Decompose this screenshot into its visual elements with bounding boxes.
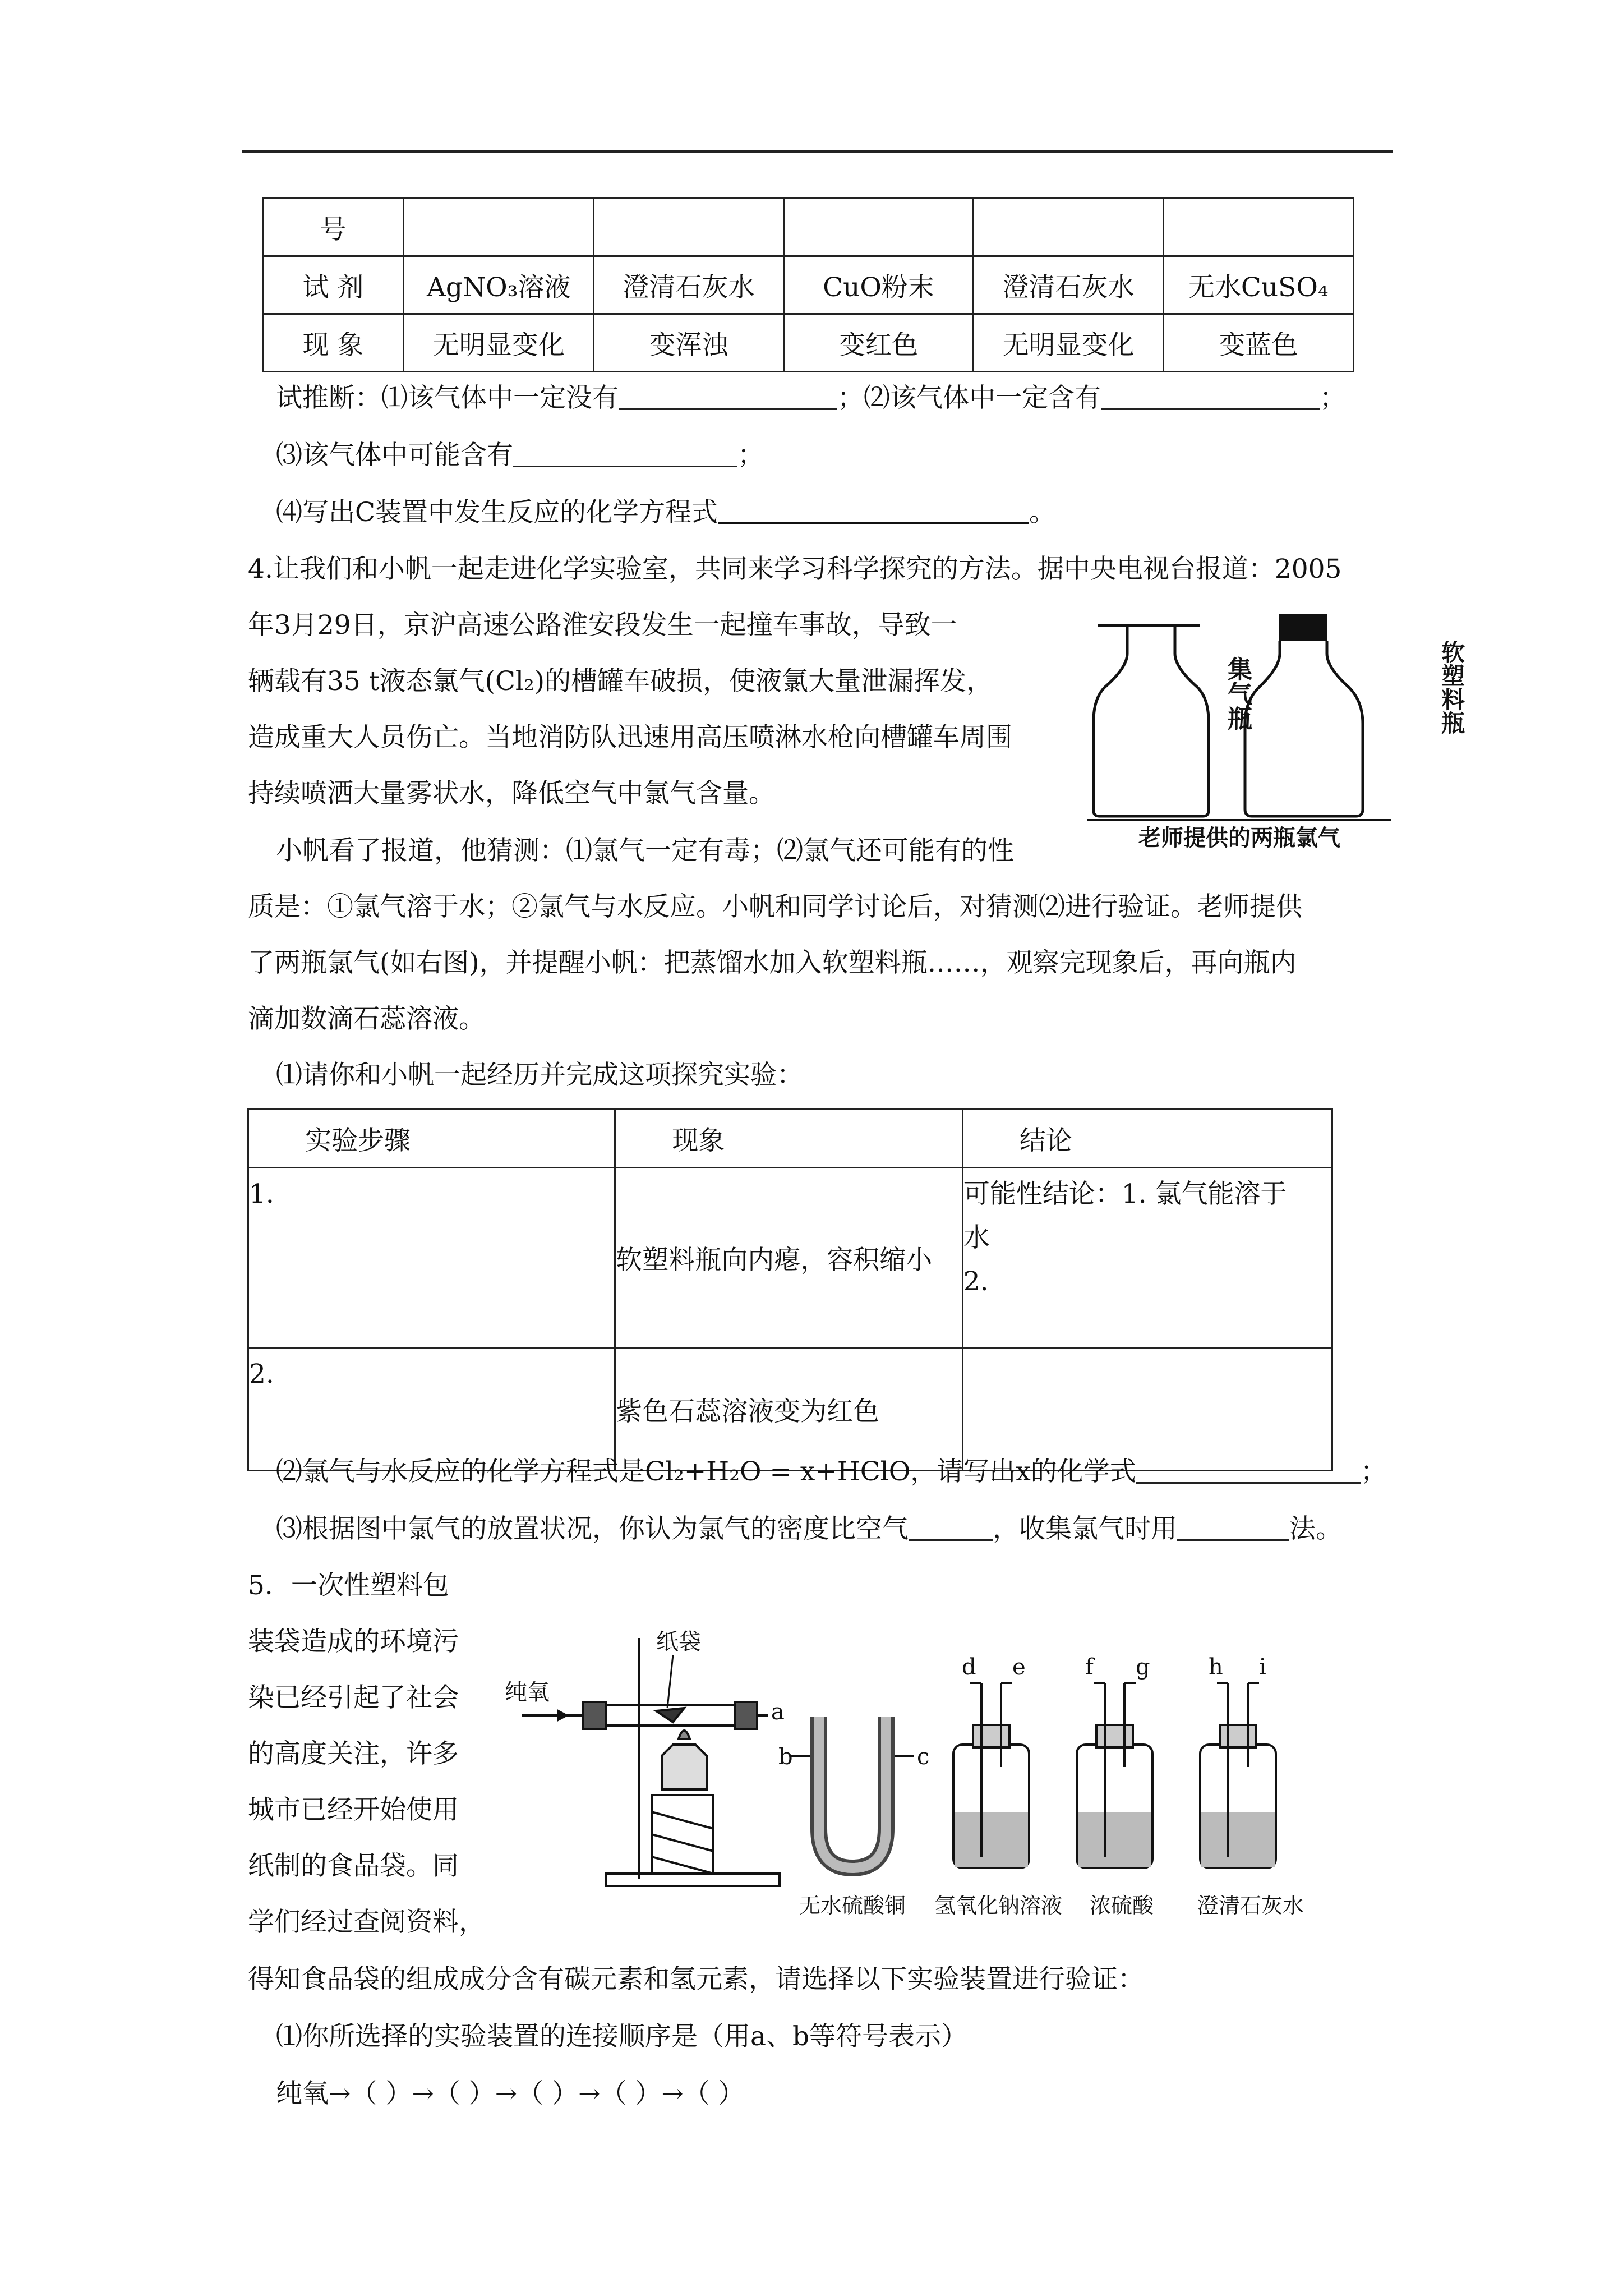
- port-label: d: [962, 1654, 976, 1680]
- q4-line: 4.让我们和小帆一起走进化学实验室，共同来学习科学探究的方法。据中央电视台报道：2005: [248, 554, 1342, 585]
- text: ⑶根据图中氯气的放置状况，你认为氯气的密度比空气: [276, 1513, 909, 1544]
- inference-line-2: [276, 439, 764, 472]
- q5-line: ⑴你所选择的实验装置的连接顺序是（用a、b等符号表示）: [276, 2021, 968, 2052]
- conclusion-text: 可能性结论：1. 氯气能溶于: [963, 1179, 1287, 1209]
- caption-limewater: 澄清石灰水: [1197, 1893, 1304, 1918]
- caption-naoh: 氢氧化钠溶液: [934, 1893, 1063, 1918]
- table-row: [248, 1348, 1332, 1471]
- text: 。: [1029, 497, 1055, 528]
- text: 法。: [1289, 1513, 1342, 1544]
- table-row: [248, 1168, 1332, 1348]
- q4-line: 质是：①氯气溶于水；②氯气与水反应。小帆和同学讨论后，对猜测⑵进行验证。老师提供: [248, 891, 1302, 922]
- q5-line: 纸制的食品袋。同: [248, 1851, 459, 1881]
- text: ；: [1360, 1456, 1387, 1487]
- q4-line: 小帆看了报道，他猜测：⑴氯气一定有毒；⑵氯气还可能有的性: [276, 835, 1014, 866]
- inference-line-1: [276, 381, 1346, 415]
- step-cell: 2.: [248, 1348, 615, 1471]
- q4-line: 辆载有35 t液态氯气(Cl₂)的槽罐车破损，使液氯大量泄漏挥发，: [248, 666, 993, 697]
- port-label: h: [1209, 1654, 1223, 1680]
- q5-line: 装袋造成的环境污: [248, 1626, 459, 1657]
- q5-line: 的高度关注，许多: [248, 1738, 459, 1769]
- q4-line: 造成重大人员伤亡。当地消防队迅速用高压喷淋水枪向槽罐车周围: [248, 722, 1012, 753]
- blank: [1101, 383, 1320, 410]
- wash-bottle-2: [1077, 1683, 1152, 1868]
- stopper-icon: [583, 1702, 606, 1729]
- header-cell: 实验步骤: [248, 1109, 615, 1168]
- q4-line: 持续喷洒大量雾状水，降低空气中氯气含量。: [248, 778, 775, 809]
- arrow-icon: [558, 1711, 566, 1720]
- caption-h2so4: 浓硫酸: [1089, 1893, 1154, 1918]
- table-row: [263, 199, 1354, 256]
- step-cell: 1.: [248, 1168, 615, 1348]
- table-cell: [974, 199, 1163, 256]
- experiment-table: [247, 1108, 1333, 1471]
- conclusion-cell: [962, 1348, 1332, 1471]
- paper-bag-icon: [656, 1708, 684, 1722]
- blank: [1177, 1513, 1289, 1541]
- table-cell: 变红色: [783, 314, 974, 372]
- blank: [1136, 1456, 1361, 1484]
- table-cell: [1163, 199, 1353, 256]
- header-label: 号: [320, 214, 347, 245]
- table-cell: [263, 199, 404, 256]
- reagent-table: [262, 197, 1354, 372]
- header-cell: 现象: [615, 1109, 962, 1168]
- phenomenon-cell: 软塑料瓶向内瘪，容积缩小: [615, 1168, 962, 1348]
- port-label: e: [1012, 1654, 1026, 1680]
- q5-line: 5．一次性塑料包: [248, 1570, 449, 1601]
- table-row: [248, 1109, 1332, 1168]
- gas-bottle-icon: [1094, 625, 1209, 816]
- row-label: 现 象: [263, 314, 404, 372]
- table-cell: [404, 199, 594, 256]
- lamp-block-icon: [652, 1795, 713, 1874]
- conclusion-text: 2.: [963, 1266, 989, 1297]
- table-cell: AgNO₃溶液: [404, 256, 594, 314]
- port-label: i: [1259, 1654, 1266, 1680]
- figure-caption: 老师提供的两瓶氯气: [1138, 825, 1340, 851]
- header-rule: [242, 150, 1393, 153]
- row-label: 试 剂: [263, 256, 404, 314]
- apparatus-figure: [505, 1627, 1391, 1924]
- q5-line: 城市已经开始使用: [248, 1795, 459, 1825]
- stand-base: [606, 1874, 780, 1886]
- oxygen-label: 纯氧: [505, 1680, 550, 1705]
- text: ；: [737, 440, 764, 471]
- q5-line: 学们经过查阅资料，: [248, 1907, 485, 1938]
- phenomenon-cell: 紫色石蕊溶液变为红色: [615, 1348, 962, 1471]
- q4-equation-line: [276, 1455, 1387, 1489]
- table-cell: 澄清石灰水: [594, 256, 783, 314]
- blank: [718, 496, 1029, 524]
- port-label: a: [771, 1699, 785, 1725]
- bag-label: 纸袋: [656, 1629, 701, 1655]
- blank: [619, 383, 837, 410]
- q5-line: 得知食品袋的组成成分含有碳元素和氢元素，请选择以下实验装置进行验证：: [248, 1964, 1144, 1995]
- q4-line: 滴加数滴石蕊溶液。: [248, 1004, 485, 1034]
- bottle-cap-icon: [1279, 614, 1327, 641]
- table-cell: 变浑浊: [594, 314, 783, 372]
- q5-sequence: 纯氧→（ ）→（ ）→（ ）→（ ）→（ ）: [276, 2078, 745, 2109]
- port-label: g: [1136, 1654, 1150, 1680]
- q4-line: 年3月29日，京沪高速公路淮安段发生一起撞车事故，导致一: [248, 610, 957, 641]
- text: ⑷写出C装置中发生反应的化学方程式: [276, 497, 718, 528]
- inference-line-3: [276, 496, 1055, 530]
- wash-bottle-3: [1200, 1683, 1276, 1868]
- text: ；⑵该气体中一定含有: [837, 383, 1101, 413]
- table-row: [263, 256, 1354, 314]
- plastic-bottle-label: 软塑料瓶: [1371, 640, 1465, 668]
- blank: [513, 440, 737, 467]
- table-cell: 变蓝色: [1163, 314, 1353, 372]
- text: ⑶该气体中可能含有: [276, 440, 513, 471]
- header-cell: 结论: [962, 1109, 1332, 1168]
- conclusion-text: 水: [963, 1222, 990, 1253]
- q5-line: 染已经引起了社会: [248, 1682, 459, 1713]
- chlorine-bottles-figure: [1082, 614, 1465, 851]
- wash-bottle-1: [953, 1683, 1029, 1868]
- table-cell: [783, 199, 974, 256]
- table-cell: CuO粉末: [783, 256, 974, 314]
- alcohol-lamp-icon: [662, 1745, 707, 1789]
- table-cell: 澄清石灰水: [974, 256, 1163, 314]
- u-tube-icon: [819, 1717, 886, 1868]
- port-label: f: [1085, 1654, 1094, 1680]
- text: ⑵氯气与水反应的化学方程式是Cl₂+H₂O = x+HClO，请写出x的化学式: [276, 1456, 1136, 1487]
- blank: [909, 1513, 993, 1541]
- plastic-bottle-icon: [1245, 641, 1363, 816]
- table-cell: 无明显变化: [404, 314, 594, 372]
- q4-line: ⑴请你和小帆一起经历并完成这项探究实验：: [276, 1060, 803, 1091]
- table-cell: 无水CuSO₄: [1163, 256, 1353, 314]
- q4-line: 了两瓶氯气(如右图)，并提醒小帆：把蒸馏水加入软塑料瓶……，观察完现象后，再向瓶内: [248, 947, 1297, 978]
- text: ；: [1320, 383, 1346, 413]
- pointer-line: [667, 1655, 673, 1708]
- text: ，收集氯气时用: [993, 1513, 1177, 1544]
- table-cell: 无明显变化: [974, 314, 1163, 372]
- stopper-icon: [735, 1702, 757, 1729]
- flame-icon: [679, 1731, 690, 1739]
- gas-bottle-label: 集气瓶: [1178, 656, 1252, 685]
- table-cell: [594, 199, 783, 256]
- table-row: [263, 314, 1354, 372]
- q4-density-line: [276, 1512, 1342, 1546]
- text: 试推断：⑴该气体中一定没有: [276, 383, 619, 413]
- caption-anhydrous-cuso4: 无水硫酸铜: [799, 1893, 906, 1918]
- port-label: c: [917, 1744, 930, 1770]
- conclusion-cell: [962, 1168, 1332, 1348]
- port-label: b: [778, 1744, 793, 1770]
